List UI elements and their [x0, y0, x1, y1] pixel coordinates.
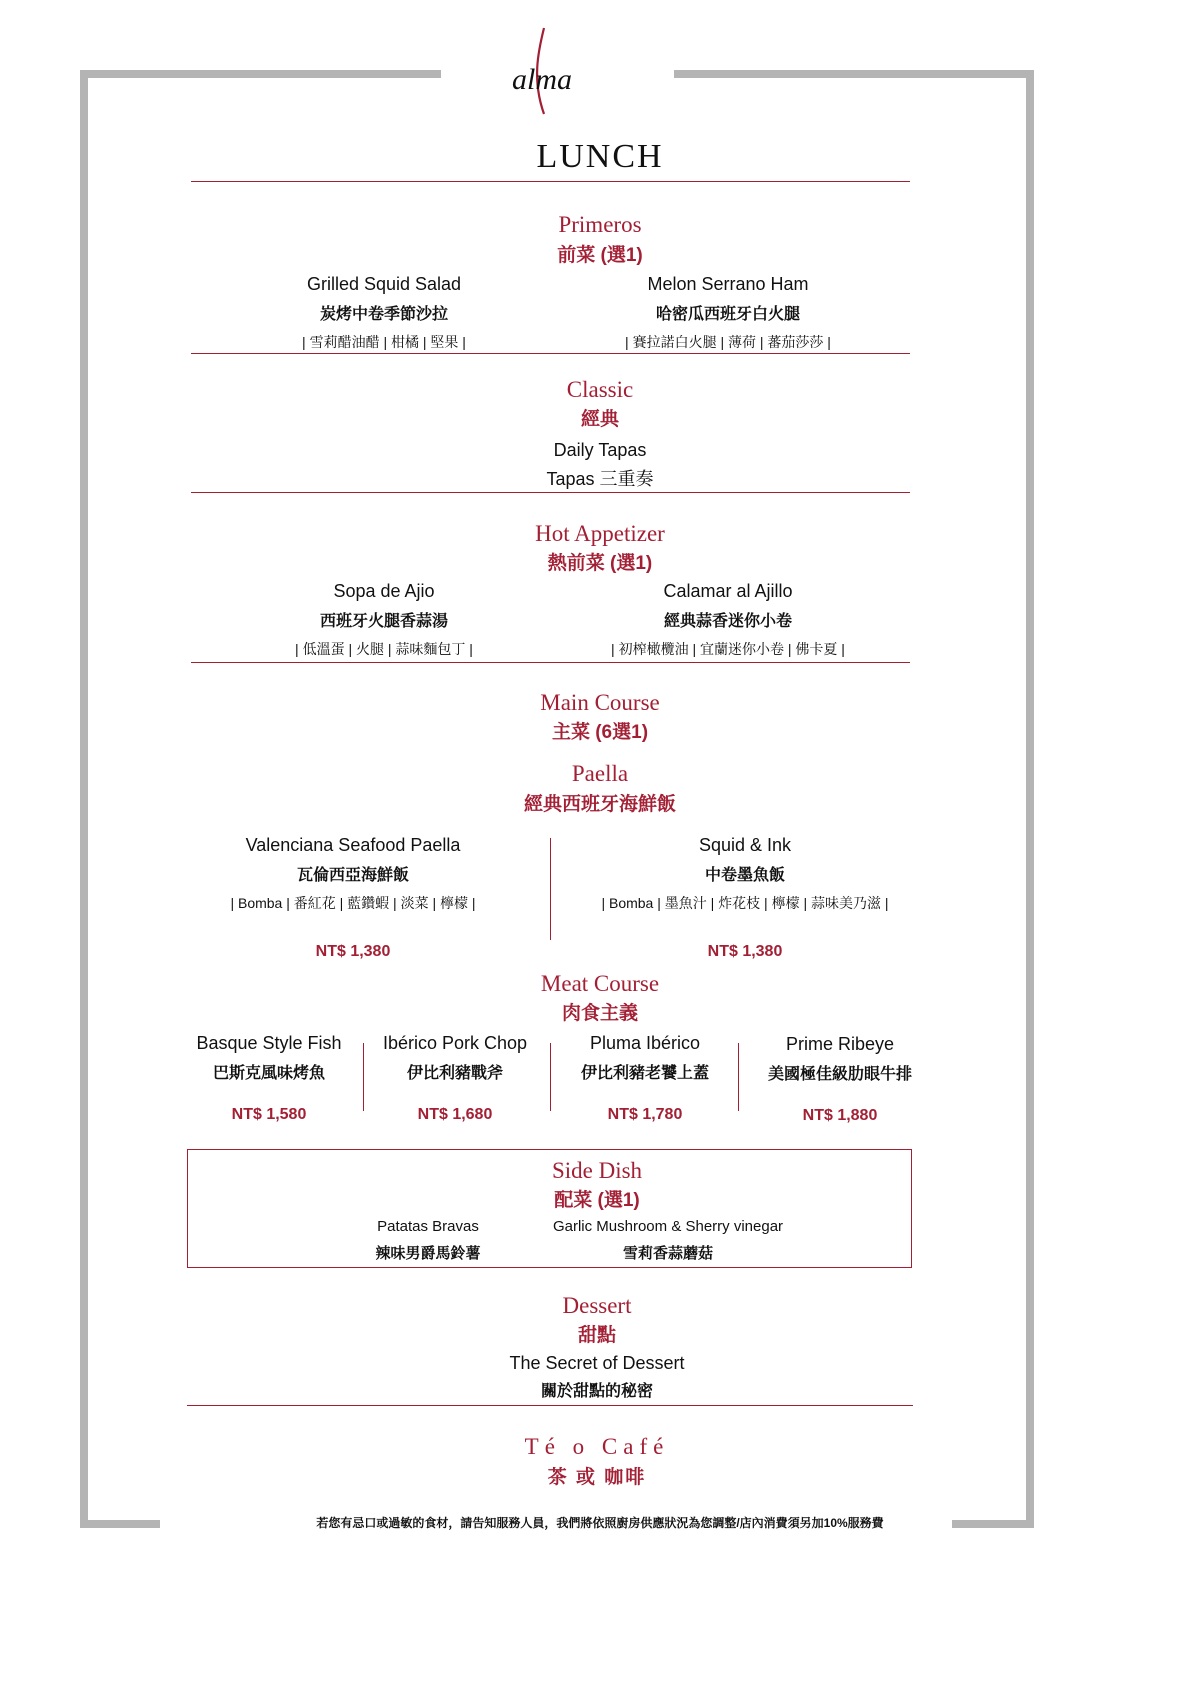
- dish-ingredients: | Bomba | 番紅花 | 藍鑽蝦 | 淡菜 | 檸檬 |: [230, 895, 476, 911]
- dish-ingredients: | Bomba | 墨魚汁 | 炸花枝 | 檸檬 | 蒜味美乃滋 |: [601, 895, 889, 911]
- dish-price: NT$ 1,780: [607, 1106, 683, 1123]
- logo-mark: [500, 22, 610, 117]
- section-subtitle-primeros: 前菜 (選1): [557, 245, 643, 266]
- dish-name-zh: 哈密瓜西班牙白火腿: [655, 306, 800, 323]
- menu-item: [234, 274, 534, 352]
- section-title-paella: Paella: [571, 761, 629, 786]
- menu-item: [595, 835, 895, 961]
- dish-name: Ibérico Pork Chop: [382, 1033, 528, 1053]
- dish-name: Pluma Ibérico: [589, 1033, 701, 1053]
- section-title-main-course: Main Course: [540, 690, 660, 715]
- dish-name: Calamar al Ajillo: [663, 581, 793, 601]
- dish-price: NT$ 1,380: [707, 943, 783, 960]
- section-subtitle-side-dish: 配菜 (選1): [554, 1190, 640, 1211]
- dish-name: Valenciana Seafood Paella: [245, 835, 461, 855]
- dish-name: Grilled Squid Salad: [306, 274, 462, 294]
- divider: [191, 353, 910, 354]
- column-divider: [363, 1043, 364, 1111]
- frame-top-left: [80, 70, 441, 78]
- section-subtitle-meat-course: 肉食主義: [561, 1003, 638, 1024]
- divider: [191, 181, 910, 182]
- dish-ingredients: | 低溫蛋 | 火腿 | 蒜味麵包丁 |: [295, 641, 473, 657]
- menu-item: [578, 274, 878, 352]
- section-subtitle-paella: 經典西班牙海鮮飯: [523, 794, 676, 815]
- section-title-primeros: Primeros: [558, 212, 642, 237]
- section-subtitle-dessert: 甜點: [577, 1325, 616, 1346]
- column-divider: [550, 1043, 551, 1111]
- dish-name-zh: 中卷墨魚飯: [704, 867, 785, 884]
- menu-item: [370, 1033, 540, 1124]
- dish-name-zh: 西班牙火腿香蒜湯: [319, 613, 448, 630]
- divider: [191, 662, 910, 663]
- dish-name: The Secret of Dessert: [509, 1353, 685, 1373]
- dish-name-zh: 伊比利豬戰斧: [406, 1065, 503, 1082]
- section-title-meat-course: Meat Course: [540, 971, 660, 996]
- logo-text: alma: [512, 63, 572, 96]
- menu-item: [750, 1034, 930, 1125]
- section-title-coffee: Té o Café: [524, 1434, 670, 1459]
- section-title-side-dish: Side Dish: [551, 1158, 643, 1183]
- dish-price: NT$ 1,580: [231, 1106, 307, 1123]
- divider: [187, 1405, 913, 1406]
- dish-price: NT$ 1,880: [802, 1107, 878, 1124]
- dish-name: Prime Ribeye: [785, 1034, 895, 1054]
- dish-name-zh: 炭烤中卷季節沙拉: [319, 306, 448, 323]
- section-title-classic: Classic: [566, 377, 634, 402]
- page-title: LUNCH: [536, 138, 664, 175]
- footer-notice: 若您有忌口或過敏的食材，請告知服務人員，我們將依照廚房供應狀況為您調整/店內消費須另加10%服務費: [316, 1516, 884, 1530]
- dish-name-zh: 巴斯克風味烤魚: [212, 1065, 325, 1082]
- section-title-dessert: Dessert: [562, 1293, 632, 1318]
- menu-item: [189, 1033, 349, 1124]
- dish-name: Sopa de Ajio: [333, 581, 435, 601]
- section-subtitle-coffee: 茶 或 咖啡: [547, 1467, 647, 1488]
- menu-item: [328, 1218, 528, 1263]
- section-title-hot-appetizer: Hot Appetizer: [535, 521, 665, 546]
- menu-item: [234, 581, 534, 659]
- dish-ingredients: | 初榨橄欖油 | 宜蘭迷你小卷 | 佛卡夏 |: [611, 641, 845, 657]
- brand-logo: [500, 22, 610, 117]
- dish-name-zh: 瓦倫西亞海鮮飯: [296, 867, 409, 884]
- dish-price: NT$ 1,680: [417, 1106, 493, 1123]
- dish-name-zh: 經典蒜香迷你小卷: [663, 613, 792, 630]
- frame-top-right: [674, 70, 1034, 78]
- dish-name-zh: 伊比利豬老饕上蓋: [580, 1065, 709, 1082]
- dish-name-zh: 關於甜點的秘密: [540, 1383, 653, 1400]
- dish-ingredients: | 雪莉醋油醋 | 柑橘 | 堅果 |: [302, 334, 466, 350]
- dish-name-zh: Tapas 三重奏: [546, 469, 654, 489]
- section-subtitle-main-course: 主菜 (6選1): [551, 722, 649, 743]
- menu-item: [578, 581, 878, 659]
- dish-name-zh: 美國極佳級肋眼牛排: [767, 1066, 912, 1083]
- dish-name: Garlic Mushroom & Sherry vinegar: [552, 1218, 784, 1235]
- dish-name: Daily Tapas: [553, 440, 647, 460]
- dish-name: Squid & Ink: [698, 835, 792, 855]
- section-subtitle-hot-appetizer: 熱前菜 (選1): [547, 553, 653, 574]
- dish-name: Basque Style Fish: [196, 1033, 342, 1053]
- dish-name: Melon Serrano Ham: [647, 274, 809, 294]
- dish-price: NT$ 1,380: [315, 943, 391, 960]
- column-divider: [738, 1043, 739, 1111]
- dish-ingredients: | 賽拉諾白火腿 | 薄荷 | 蕃茄莎莎 |: [625, 334, 831, 350]
- divider: [191, 492, 910, 493]
- dish-name-zh: 辣味男爵馬鈴薯: [375, 1245, 481, 1262]
- section-subtitle-classic: 經典: [580, 409, 619, 430]
- dish-name-zh: 雪莉香蒜蘑菇: [622, 1245, 713, 1262]
- menu-item: [203, 835, 503, 961]
- column-divider: [550, 838, 551, 940]
- dish-name: Patatas Bravas: [377, 1218, 479, 1235]
- menu-item: [560, 1033, 730, 1124]
- menu-item: [538, 1218, 798, 1263]
